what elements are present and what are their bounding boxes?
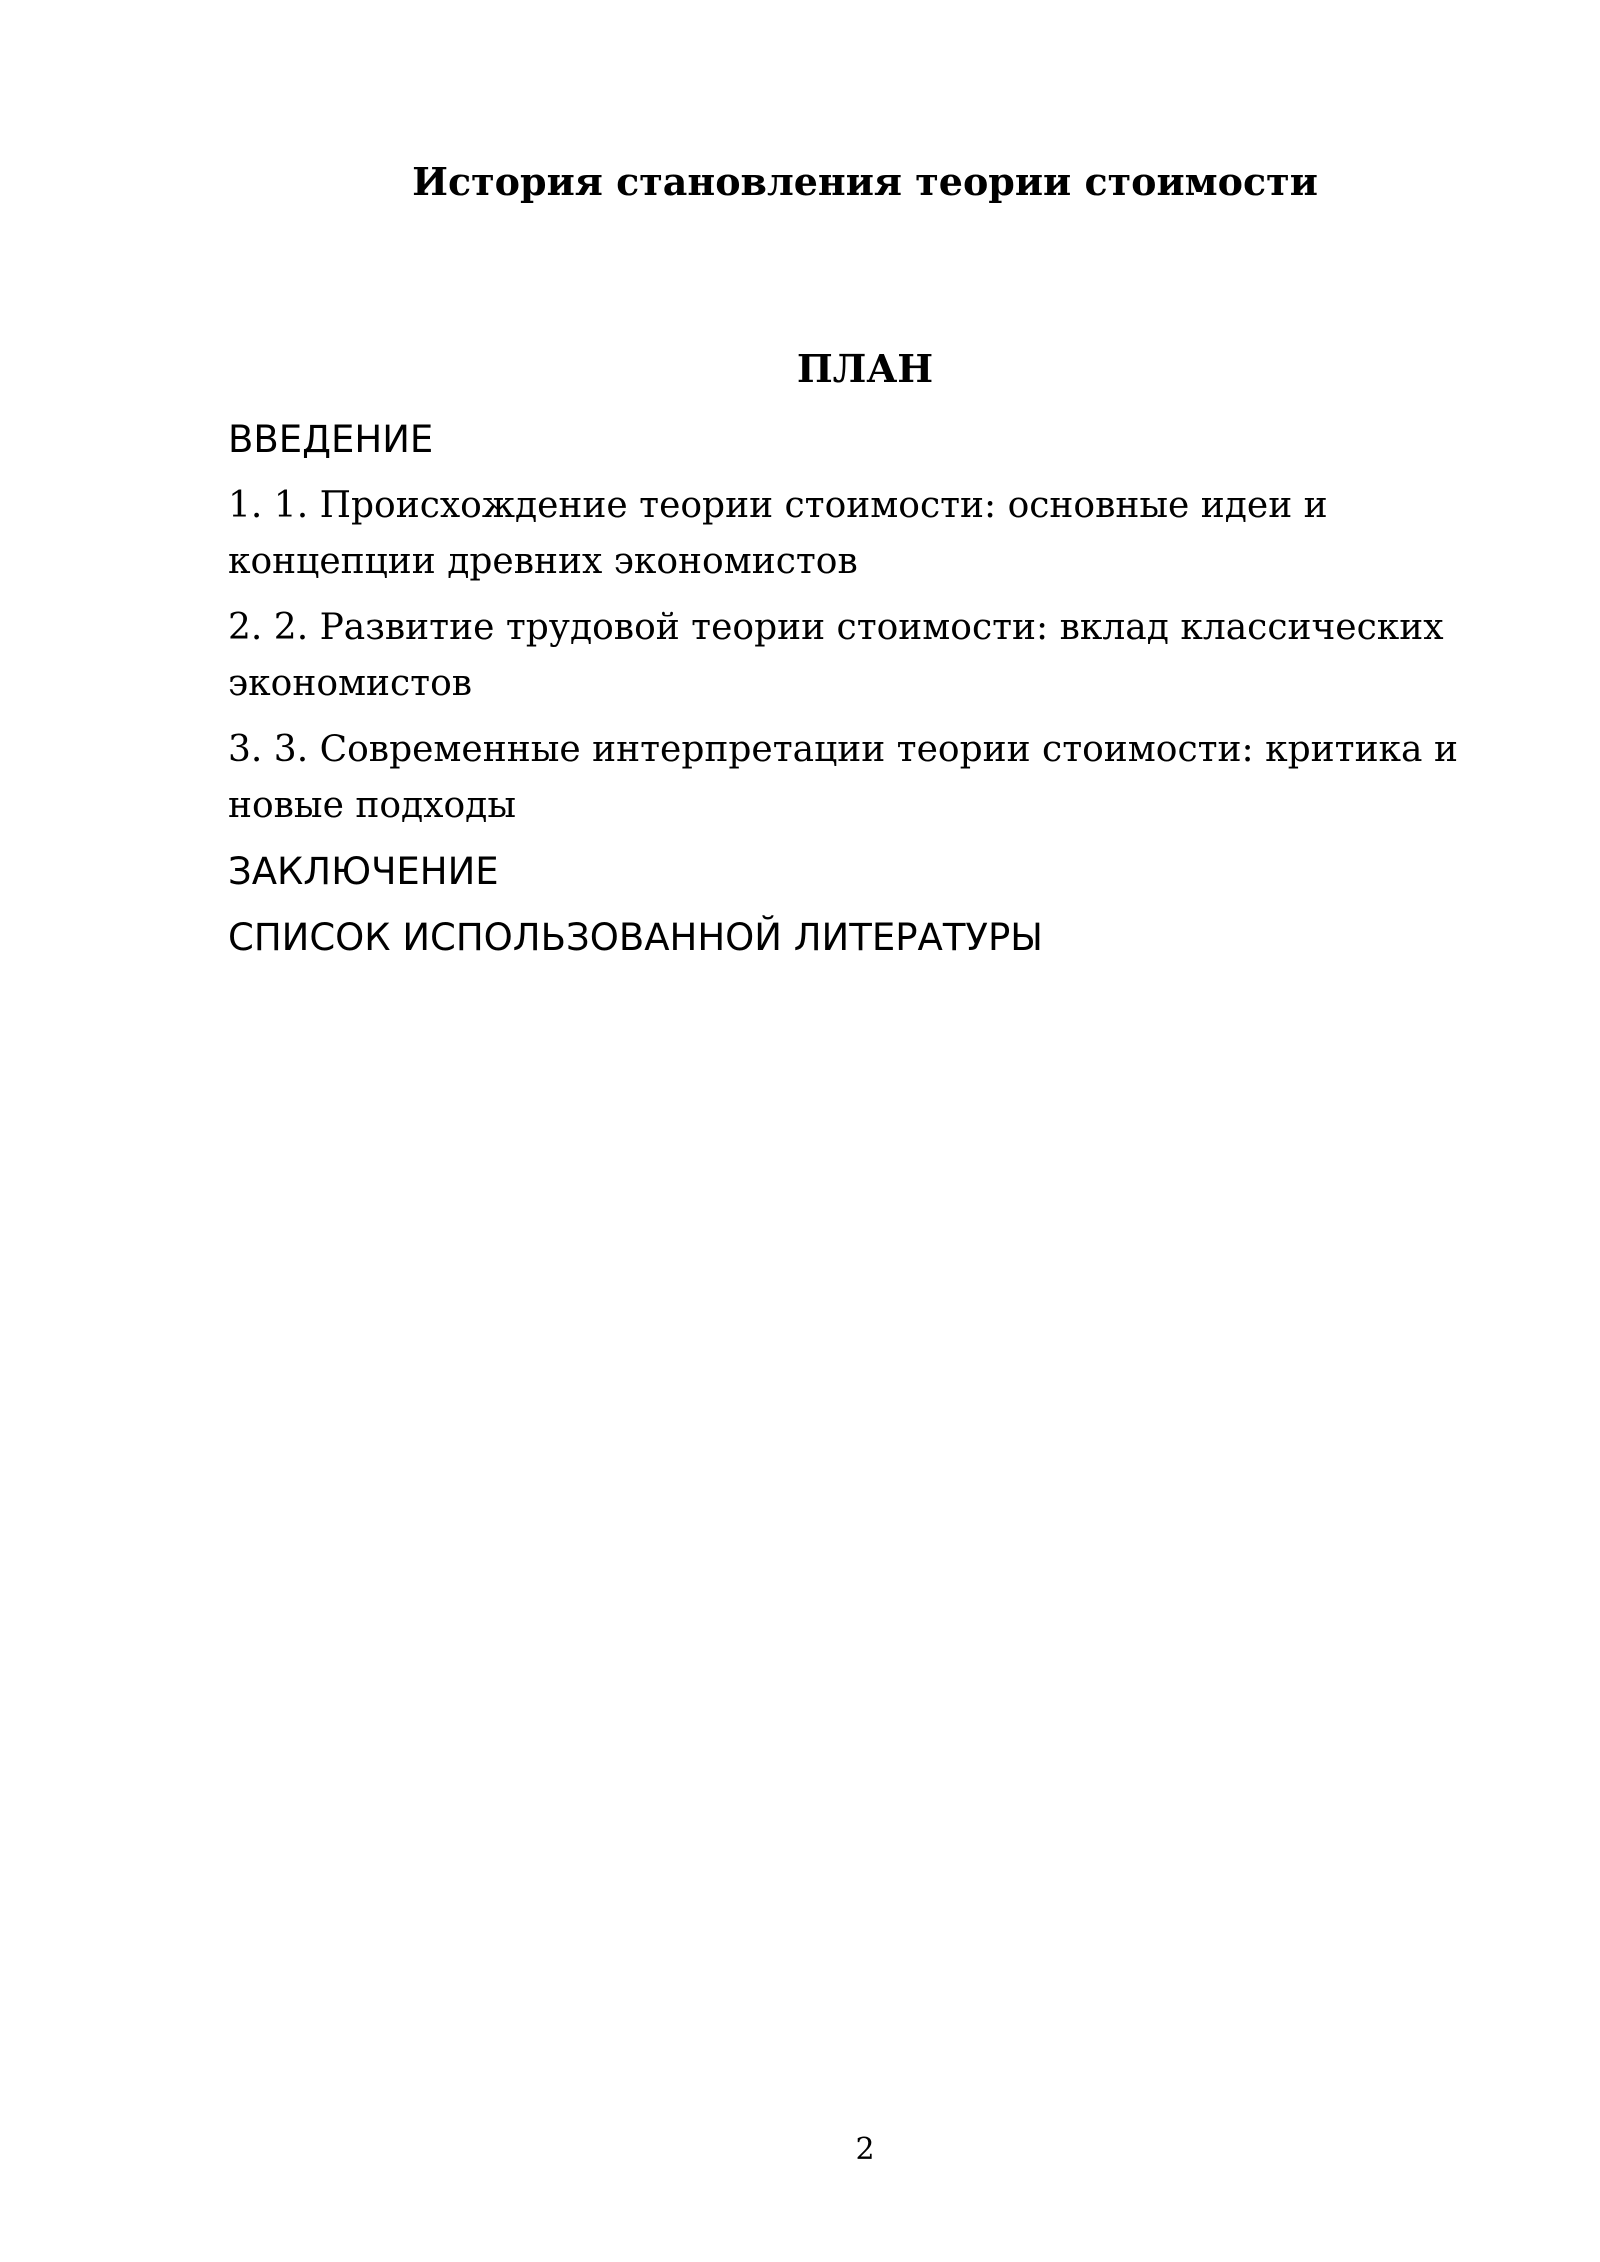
plan-heading: ПЛАН [796, 346, 934, 391]
toc-item-introduction: ВВЕДЕНИЕ [228, 418, 434, 461]
toc-item-conclusion: ЗАКЛЮЧЕНИЕ [228, 850, 499, 893]
document-title: История становления теории стоимости [412, 159, 1318, 204]
table-of-contents [228, 412, 1498, 976]
toc-item-chapter-1: 1. 1. Происхождение теории стоимости: основные идеи и концепции древних экономистов [228, 485, 1328, 582]
toc-item-chapter-3: 3. 3. Современные интерпретации теории стоимости: критика и новые подходы [228, 729, 1458, 826]
toc-item-references: СПИСОК ИСПОЛЬЗОВАННОЙ ЛИТЕРАТУРЫ [228, 916, 1043, 959]
toc-item-chapter-2: 2. 2. Развитие трудовой теории стоимости: вклад классических экономистов [228, 607, 1444, 704]
page-number: 2 [855, 2132, 875, 2167]
